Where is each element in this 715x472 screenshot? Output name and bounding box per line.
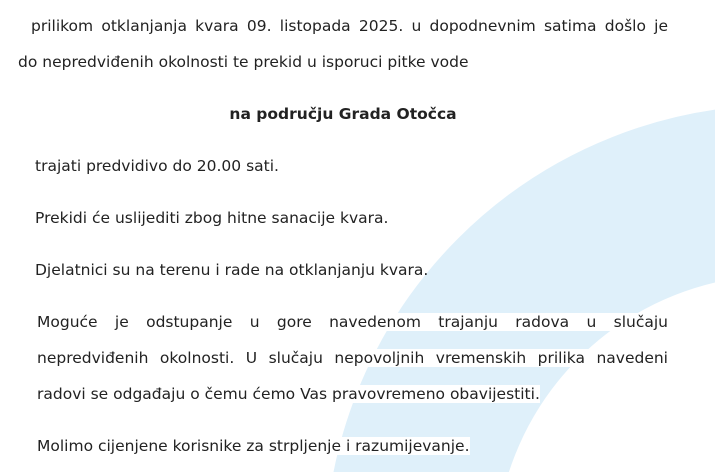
notice-line-1 <box>37 312 668 332</box>
notice-line-2 <box>37 348 668 368</box>
notice-line-2-text: nepredviđenih okolnosti. U slučaju nepovoljnih vremenskih prilika navedeni <box>37 349 668 367</box>
intro-line-2: do nepredviđenih okolnosti te prekid u isporuci pitke vode <box>18 53 469 71</box>
duration-paragraph: trajati predvidivo do 20.00 sati. <box>35 157 279 175</box>
reason-paragraph: Prekidi će uslijediti zbog hitne sanacije kvara. <box>35 209 389 227</box>
notice-line-1-text: Moguće je odstupanje u gore navedenom trajanju radova u slučaju <box>37 313 668 331</box>
notice-line-3-text: radovi se odgađaju o čemu ćemo Vas pravovremeno obavijestiti. <box>37 385 540 403</box>
notice-line-3 <box>37 384 540 404</box>
location-heading: na području Grada Otočca <box>229 105 457 123</box>
intro-line-1: prilikom otklanjanja kvara 09. listopada 2025. u dopodnevnim satima došlo je <box>31 17 668 35</box>
closing-paragraph <box>37 436 470 456</box>
workers-paragraph: Djelatnici su na terenu i rade na otklanjanju kvara. <box>35 261 429 279</box>
closing-text: Molimo cijenjene korisnike za strpljenje i razumijevanje. <box>37 437 470 455</box>
